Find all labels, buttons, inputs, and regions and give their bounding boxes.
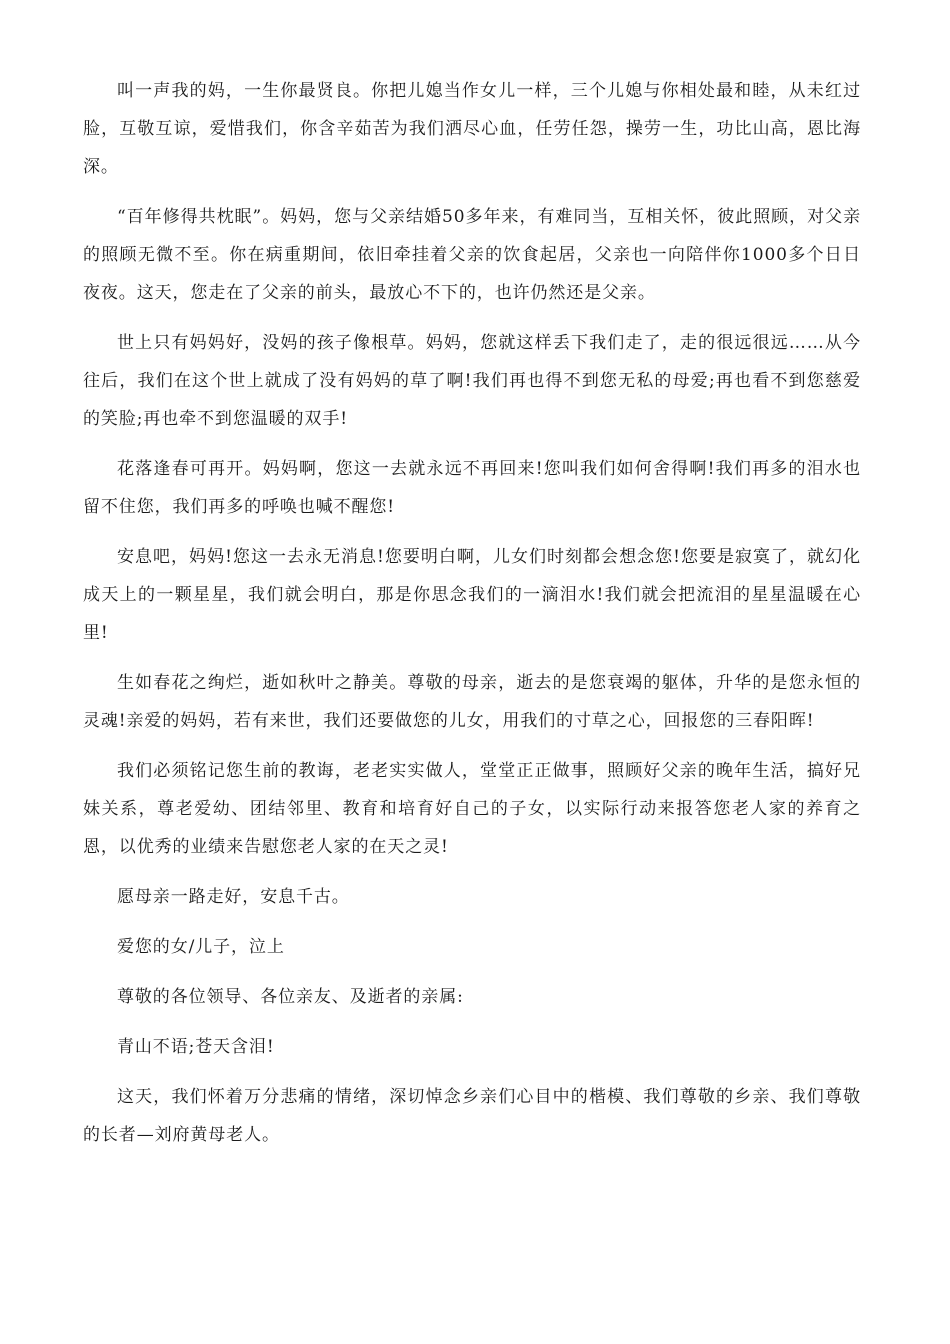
paragraph-11: 青山不语;苍天含泪! [117,1037,275,1057]
paragraph-1: 叫一声我的妈，一生你最贤良。你把儿媳当作女儿一样，三个儿媳与你相处最和睦，从未红过脸，互敬互谅，爱惜我们，你含辛茹苦为我们洒尽心血，任劳任怨，操劳一生，功比山高，恩比海深。 [83,81,861,177]
paragraph-10: 尊敬的各位领导、各位亲友、及逝者的亲属: [117,987,464,1007]
paragraph-7: 我们必须铭记您生前的教诲，老老实实做人，堂堂正正做事，照顾好父亲的晚年生活，搞好兄妹关系，尊老爱幼、团结邻里、教育和培育好自己的子女，以实际行动来报答您老人家的养育之恩，以优秀的业绩来告慰您老人家的在天之灵! [83,761,861,857]
paragraph-3: 世上只有妈妈好，没妈的孩子像根草。妈妈，您就这样丢下我们走了，走的很远很远……从今往后，我们在这个世上就成了没有妈妈的草了啊!我们再也得不到您无私的母爱;再也看不到您慈爱的笑脸;再也牵不到您温暖的双手! [83,333,861,429]
paragraph-9: 爱您的女/儿子，泣上 [117,937,285,957]
paragraph-6: 生如春花之绚烂，逝如秋叶之静美。尊敬的母亲，逝去的是您衰竭的躯体，升华的是您永恒的灵魂!亲爱的妈妈，若有来世，我们还要做您的儿女，用我们的寸草之心，回报您的三春阳晖! [83,673,861,731]
document-body [83,72,861,1166]
paragraph-2: “百年修得共枕眠”。妈妈，您与父亲结婚50多年来，有难同当，互相关怀，彼此照顾，对父亲的照顾无微不至。你在病重期间，依旧牵挂着父亲的饮食起居，父亲也一向陪伴你1000多个日日夜夜。这天，您走在了父亲的前头，最放心不下的，也许仍然还是父亲。 [83,207,861,303]
paragraph-4: 花落逢春可再开。妈妈啊，您这一去就永远不再回来!您叫我们如何舍得啊!我们再多的泪水也留不住您，我们再多的呼唤也喊不醒您! [83,459,861,517]
paragraph-12: 这天，我们怀着万分悲痛的情绪，深切悼念乡亲们心目中的楷模、我们尊敬的乡亲、我们尊敬的长者—刘府黄母老人。 [83,1087,861,1145]
paragraph-5: 安息吧，妈妈!您这一去永无消息!您要明白啊，儿女们时刻都会想念您!您要是寂寞了，就幻化成天上的一颗星星，我们就会明白，那是你思念我们的一滴泪水!我们就会把流泪的星星温暖在心里! [83,547,861,643]
paragraph-8: 愿母亲一路走好，安息千古。 [117,887,350,907]
